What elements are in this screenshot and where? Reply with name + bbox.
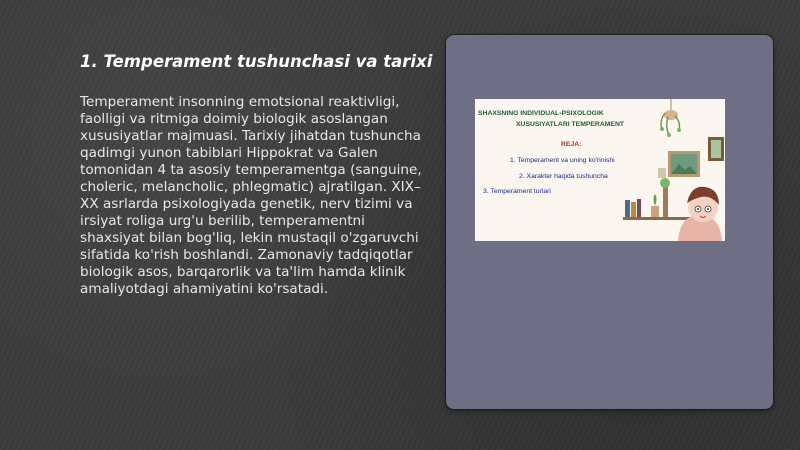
thumb-plan-item: 1. Temperament va uning ko'rinishi (510, 157, 615, 164)
picture-frame-icon (658, 137, 724, 178)
slide-title: 1. Temperament tushunchasi va tarixi (80, 52, 433, 71)
thumb-plan-label: REJA: (561, 141, 582, 148)
girl-character-icon (678, 187, 722, 241)
thumb-illustration (475, 99, 725, 241)
thumb-heading-line1: SHAXSNING INDIVIDUAL-PSIXOLOGIK (478, 110, 604, 117)
thumb-heading-line2: XUSUSIYATLARI TEMPERAMENT (516, 121, 625, 128)
thumb-plan-item: 2. Xarakter haqida tushuncha (519, 173, 608, 180)
hanging-plant-icon (660, 99, 681, 137)
slide-body-text: Temperament insonning emotsional reaktivligi, faolligi va ritmiga doimiy biologik asoslangan xususiyatlar majmuasi. Tarixiy jihatdan tushuncha qadimgi yunon tabiblari Hippokrat va Galen tomonidan 4 ta asosiy temperamentga (sanguine, choleric, melancholic, phlegmatic) ajratilgan. XIX–XX asrlarda psixologiyada genetik, nerv tizimi va irsiyat roliga urg'u berilib, temperamentni shaxsiyat bilan bog'liq, lekin mustaqil o'zgaruvchi sifatida ko'rish boshlandi. Zamonaviy tadqiqotlar biologik asos, barqarorlik va ta'lim hamda klinik amaliyotdagi ahamiyatini ko'rsatadi. (80, 94, 422, 297)
slide-thumbnail-image (475, 99, 725, 241)
thumb-plan-item: 3. Temperament turlari (483, 188, 551, 195)
